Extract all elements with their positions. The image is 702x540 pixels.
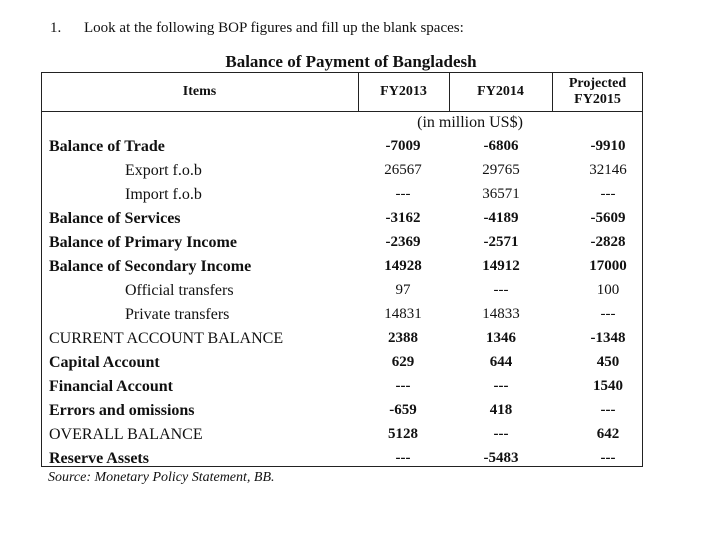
- cell-fy2014: 14912: [482, 258, 520, 274]
- cell-fy2014: ---: [493, 426, 509, 442]
- cell-fy2014: 29765: [482, 162, 520, 178]
- row-label: Export f.o.b: [125, 162, 202, 179]
- cell-fy2014: 418: [489, 402, 513, 418]
- table-row: [0, 426, 702, 450]
- header-items: Items: [182, 84, 217, 99]
- row-label: Errors and omissions: [49, 402, 195, 419]
- cell-fy2014: -6806: [483, 138, 519, 154]
- row-label: Balance of Services: [49, 210, 181, 227]
- table-row: [0, 162, 702, 186]
- cell-fy2015: ---: [600, 306, 616, 322]
- header-fy2014: FY2014: [477, 84, 524, 99]
- cell-fy2013: 5128: [388, 426, 418, 442]
- cell-fy2015: ---: [600, 186, 616, 202]
- cell-fy2014: ---: [493, 282, 509, 298]
- cell-fy2014: -5483: [483, 450, 519, 466]
- table-row: [0, 378, 702, 402]
- cell-fy2013: ---: [395, 186, 411, 202]
- cell-fy2013: 26567: [384, 162, 422, 178]
- row-label: Financial Account: [49, 378, 174, 395]
- header-fy2013: FY2013: [380, 84, 427, 99]
- question-text: [50, 20, 464, 37]
- cell-fy2014: -2571: [483, 234, 519, 250]
- row-label: OVERALL BALANCE: [49, 426, 203, 443]
- cell-fy2015: 642: [596, 426, 620, 442]
- table-row: [0, 330, 702, 354]
- table-title: [0, 52, 702, 72]
- cell-fy2013: 97: [395, 282, 411, 298]
- table-row: [0, 306, 702, 330]
- cell-fy2013: 14928: [384, 258, 422, 274]
- question-number: 1.: [50, 20, 62, 36]
- cell-fy2013: -2369: [385, 234, 421, 250]
- table-row: [0, 210, 702, 234]
- cell-fy2014: ---: [493, 378, 509, 394]
- row-label: CURRENT ACCOUNT BALANCE: [49, 330, 284, 347]
- table-row: [0, 186, 702, 210]
- table-row: [0, 282, 702, 306]
- table-title-text: Balance of Payment of Bangladesh: [225, 52, 477, 71]
- row-label: Official transfers: [125, 282, 234, 299]
- cell-fy2015: 100: [596, 282, 620, 298]
- header-projected-fy2015: [552, 72, 643, 112]
- cell-fy2013: -3162: [385, 210, 421, 226]
- row-label: Balance of Secondary Income: [49, 258, 252, 275]
- question-body: Look at the following BOP figures and fill up the blank spaces:: [84, 20, 464, 36]
- cell-fy2015: 1540: [593, 378, 623, 394]
- cell-fy2015: 450: [596, 354, 620, 370]
- header-projected-line1: Projected: [568, 76, 627, 91]
- row-label: Capital Account: [49, 354, 160, 371]
- cell-fy2014: 36571: [482, 186, 520, 202]
- table-row: [0, 258, 702, 282]
- cell-fy2014: 644: [489, 354, 513, 370]
- cell-fy2013: -659: [389, 402, 417, 418]
- row-label: Balance of Trade: [49, 138, 165, 155]
- table-row: [0, 402, 702, 426]
- table-row: [0, 354, 702, 378]
- cell-fy2013: 629: [391, 354, 415, 370]
- row-label: Reserve Assets: [49, 450, 149, 467]
- cell-fy2015: ---: [600, 450, 616, 466]
- cell-fy2014: 1346: [486, 330, 516, 346]
- cell-fy2015: -5609: [590, 210, 626, 226]
- cell-fy2013: 2388: [388, 330, 418, 346]
- cell-fy2015: 17000: [589, 258, 627, 274]
- table-row: [0, 234, 702, 258]
- row-label: Balance of Primary Income: [49, 234, 237, 251]
- cell-fy2013: ---: [395, 450, 411, 466]
- cell-fy2013: -7009: [385, 138, 421, 154]
- cell-fy2015: -1348: [590, 330, 626, 346]
- row-label: Import f.o.b: [125, 186, 202, 203]
- source-note: Source: Monetary Policy Statement, BB.: [48, 470, 275, 485]
- table-row: [0, 138, 702, 162]
- cell-fy2015: 32146: [589, 162, 627, 178]
- cell-fy2015: -9910: [590, 138, 626, 154]
- row-label: Private transfers: [125, 306, 230, 323]
- cell-fy2013: 14831: [384, 306, 422, 322]
- cell-fy2013: ---: [395, 378, 411, 394]
- cell-fy2014: 14833: [482, 306, 520, 322]
- cell-fy2015: ---: [600, 402, 616, 418]
- unit-note: (in million US$): [417, 114, 523, 131]
- cell-fy2015: -2828: [590, 234, 626, 250]
- header-projected-line2: FY2015: [574, 92, 621, 107]
- cell-fy2014: -4189: [483, 210, 519, 226]
